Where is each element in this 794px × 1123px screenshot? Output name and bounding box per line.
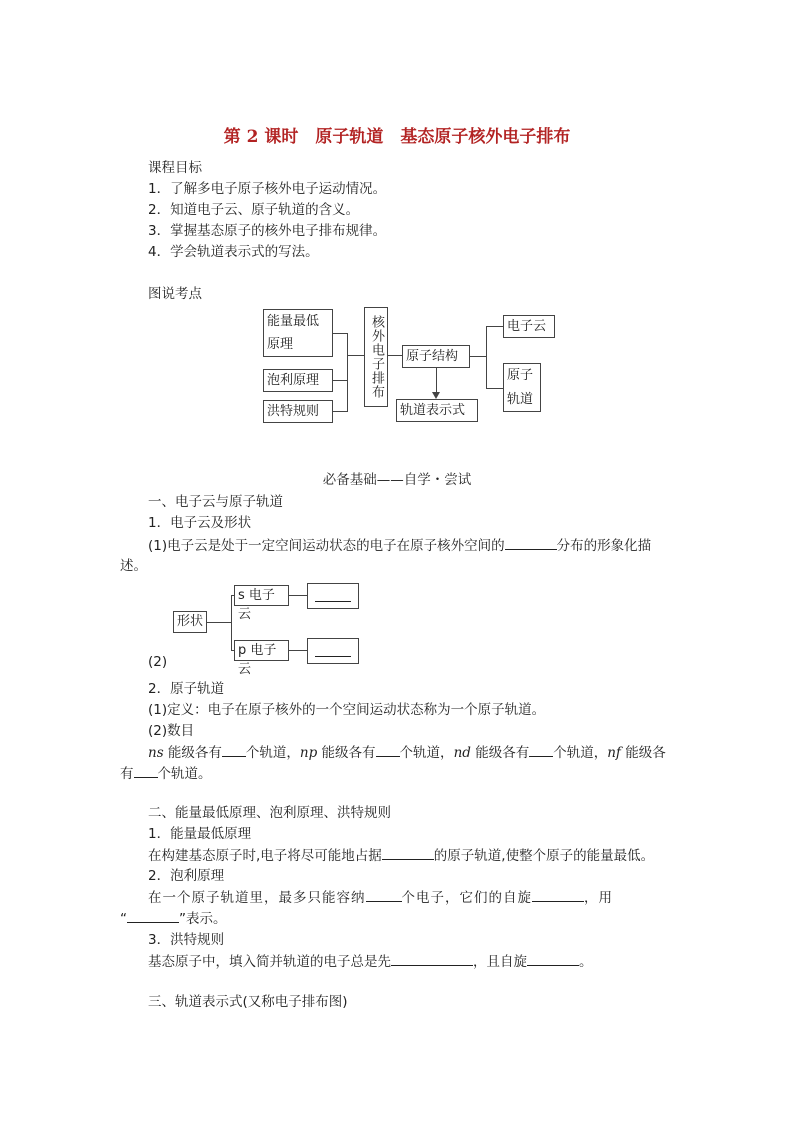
orbital-definition: (1)定义：电子在原子核外的一个空间运动状态称为一个原子轨道。 — [148, 702, 546, 718]
connector — [333, 380, 347, 381]
text: 在构建基态原子时,电子将尽可能地占据 — [148, 848, 382, 864]
connector — [333, 411, 347, 412]
text: np — [299, 745, 318, 761]
s-cloud-answer-box — [307, 583, 359, 609]
shape-box: 形状 — [173, 611, 207, 633]
connector — [347, 333, 348, 412]
connector — [289, 595, 307, 596]
electron-cloud-box: 电子云 — [503, 315, 555, 338]
orbital-count-label: (2)数目 — [148, 723, 195, 739]
atomic-orbital-line1: 原子 — [507, 368, 534, 383]
text: 能级各 — [620, 745, 666, 761]
text: 能级各有 — [163, 745, 222, 761]
text: 个轨道， — [245, 745, 300, 761]
item2-label: (2) — [148, 654, 168, 670]
fill-blank — [527, 951, 579, 966]
text: 个轨道， — [553, 745, 608, 761]
section1-sub1: 1．电子云及形状 — [148, 515, 252, 531]
orbital-notation-box: 轨道表示式 — [396, 399, 478, 422]
basics-heading: 必备基础——自学・尝试 — [322, 472, 472, 488]
text: 能级各有 — [470, 745, 530, 761]
connector — [388, 355, 402, 356]
energy-principle-box — [263, 309, 333, 357]
objective-item: 2．知道电子云、原子轨道的含义。 — [148, 202, 360, 218]
connector — [486, 388, 503, 389]
fill-blank — [315, 656, 351, 657]
section2-p2-cont — [120, 908, 227, 929]
fill-blank — [222, 742, 246, 757]
connector — [470, 356, 486, 357]
s-cloud-box: s 电子云 — [234, 585, 289, 606]
text: ”表示。 — [179, 911, 227, 927]
text: nf — [607, 745, 621, 761]
arrangement-box: 核外电子排布 — [364, 307, 388, 407]
arrow-down-icon — [436, 368, 437, 395]
text: 。 — [579, 954, 593, 970]
p-cloud-answer-box — [307, 638, 359, 664]
text: 基态原子中，填入简并轨道的电子总是先 — [148, 954, 391, 970]
text: 个轨道。 — [157, 766, 212, 782]
text: 在一个原子轨道里，最多只能容纳 — [148, 890, 366, 906]
text: 能级各有 — [317, 745, 376, 761]
fill-blank — [382, 845, 434, 860]
section2-sub3: 3．洪特规则 — [148, 932, 225, 948]
section2-p2 — [148, 887, 613, 908]
fill-blank — [532, 887, 584, 902]
fill-blank — [391, 951, 473, 966]
section2-p3 — [148, 951, 593, 972]
section1-sub2: 2．原子轨道 — [148, 681, 225, 697]
connector — [486, 326, 503, 327]
text: 个轨道， — [399, 745, 454, 761]
connector — [333, 333, 347, 334]
text: 个电子，它们的自旋 — [401, 890, 532, 906]
section2-heading: 二、能量最低原理、泡利原理、洪特规则 — [148, 805, 391, 821]
fill-blank — [366, 887, 402, 902]
fill-blank — [315, 601, 351, 602]
pauli-principle-box: 泡利原理 — [263, 369, 333, 392]
section1-heading: 一、电子云与原子轨道 — [148, 494, 283, 510]
section1-p1-cont: 述。 — [120, 558, 147, 574]
text: nd — [453, 745, 471, 761]
connector — [289, 650, 307, 651]
text: 有 — [120, 766, 134, 782]
p-cloud-box: p 电子云 — [234, 640, 289, 661]
section2-sub2: 2．泡利原理 — [148, 868, 225, 884]
arrow-head-icon — [432, 392, 440, 399]
fill-blank — [505, 535, 557, 550]
atomic-orbital-box — [503, 363, 541, 412]
objective-item: 4．学会轨道表示式的写法。 — [148, 244, 319, 260]
connector — [207, 622, 231, 623]
objective-item: 1．了解多电子原子核外电子运动情况。 — [148, 181, 387, 197]
fill-blank — [529, 742, 553, 757]
text: “ — [120, 911, 127, 927]
orbital-count-line — [148, 742, 666, 763]
atomic-orbital-line2: 轨道 — [507, 392, 534, 407]
diagram-heading: 图说考点 — [148, 286, 202, 302]
text: 的原子轨道,使整个原子的能量最低。 — [433, 848, 655, 864]
text: ，用 — [584, 890, 613, 906]
text: 分布的形象化描 — [556, 538, 652, 554]
text: ns — [148, 745, 164, 761]
section2-p1 — [148, 845, 654, 866]
atomic-structure-box: 原子结构 — [402, 345, 470, 368]
energy-principle-line1: 能量最低 — [267, 314, 320, 329]
page-title: 第 2 课时 原子轨道 基态原子核外电子排布 — [223, 127, 571, 147]
objective-item: 3．掌握基态原子的核外电子排布规律。 — [148, 223, 387, 239]
text: (1)电子云是处于一定空间运动状态的电子在原子核外空间的 — [148, 538, 505, 554]
connector — [231, 595, 232, 650]
section1-p1 — [148, 535, 651, 556]
energy-principle-line2: 原理 — [267, 337, 294, 352]
section3-heading: 三、轨道表示式(又称电子排布图) — [148, 994, 348, 1010]
fill-blank — [134, 763, 158, 778]
text: ，且自旋 — [473, 954, 527, 970]
connector — [486, 326, 487, 388]
objectives-heading: 课程目标 — [148, 160, 202, 176]
hund-rule-box: 洪特规则 — [263, 400, 333, 423]
fill-blank — [376, 742, 400, 757]
orbital-count-line-cont — [120, 763, 212, 784]
fill-blank — [127, 908, 179, 923]
section2-sub1: 1．能量最低原理 — [148, 826, 252, 842]
connector — [347, 355, 364, 356]
